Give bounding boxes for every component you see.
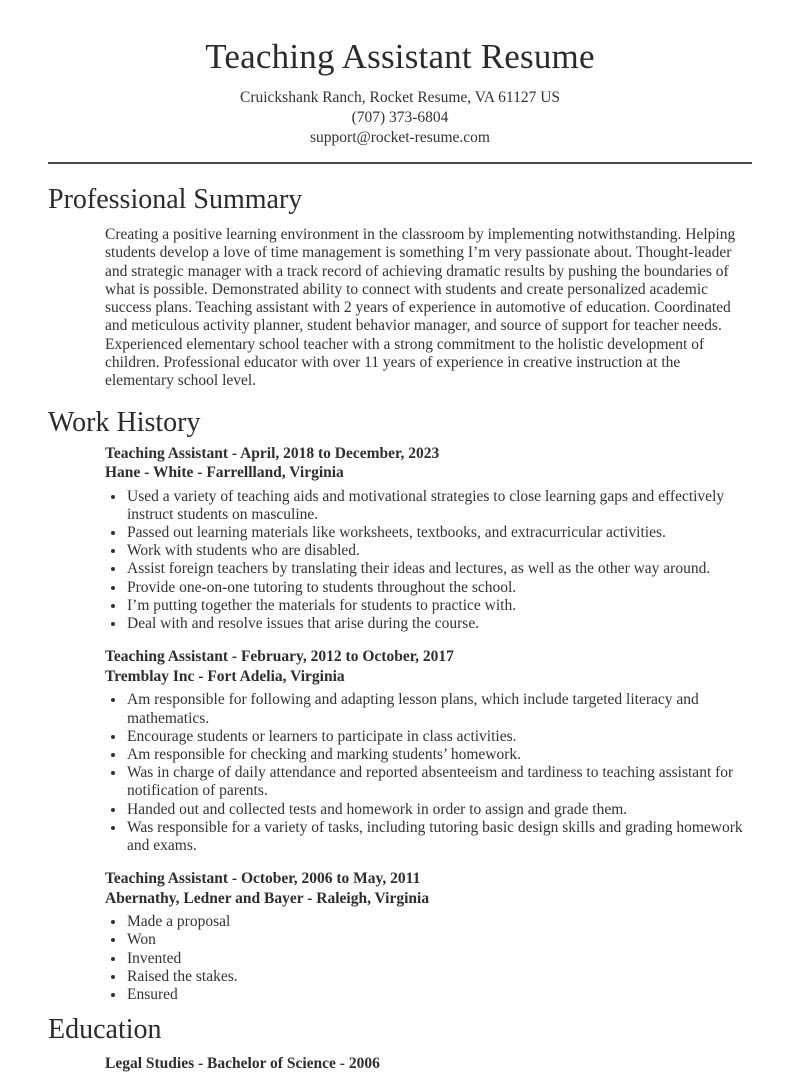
contact-block — [48, 88, 752, 148]
job-bullet: • Encourage students or learners to participate in class activities. — [126, 728, 752, 746]
job-bullet: • Deal with and resolve issues that arise during the course. — [126, 615, 752, 633]
contact-address: Cruickshank Ranch, Rocket Resume, VA 61127 US — [239, 89, 561, 106]
section-work-history — [48, 405, 752, 1004]
contact-phone: (707) 373-6804 — [351, 109, 449, 126]
job-bullet-list — [105, 913, 752, 1004]
job-bullet: • Am responsible for checking and marking students’ homework. — [126, 746, 752, 764]
education-entry: Legal Studies - Bachelor of Science - 2006 — [105, 1055, 380, 1073]
header-divider — [48, 162, 752, 164]
job-bullet: • Assist foreign teachers by translating their ideas and lectures, as well as the other way around. — [126, 560, 752, 578]
job-bullet: • Won — [126, 931, 752, 949]
job-company: Hane - White - Farrellland, Virginia — [105, 464, 344, 482]
work-history-heading: Work History — [48, 406, 201, 438]
job-bullet: • Made a proposal — [126, 913, 752, 931]
section-professional-summary — [48, 182, 752, 391]
job-bullet: • Used a variety of teaching aids and motivational strategies to close learning gaps and effectively instruct students on masculine. — [126, 488, 752, 524]
resume-page — [0, 36, 800, 1074]
job-bullet: • I’m putting together the materials for students to practice with. — [126, 597, 752, 615]
job-entry — [105, 869, 752, 1004]
contact-email: support@rocket-resume.com — [310, 129, 490, 146]
section-education — [48, 1012, 752, 1074]
job-bullet: • Ensured — [126, 986, 752, 1004]
job-company: Abernathy, Ledner and Bayer - Raleigh, Virginia — [105, 889, 430, 907]
job-bullet: • Work with students who are disabled. — [126, 542, 752, 560]
job-bullet: • Am responsible for following and adapting lesson plans, which include targeted literacy and mathematics. — [126, 691, 752, 727]
job-bullet: • Passed out learning materials like worksheets, textbooks, and extracurricular activities. — [126, 524, 752, 542]
job-bullet: • Raised the stakes. — [126, 968, 752, 986]
job-bullet: • Invented — [126, 950, 752, 968]
job-bullet: • Handed out and collected tests and homework in order to assign and grade them. — [126, 801, 752, 819]
professional-summary-text: Creating a positive learning environment in the classroom by implementing notwithstanding. Helping students develop a love of time management is something I’m very passionate about. Thought-leader and strategic manager with a track record of achieving dramatic results by pushing the boundaries of what is possible. Demonstrated ability to connect with students and create personalized academic success plans. Teaching assistant with 2 years of experience in automotive of education. Coordinated and meticulous activity planner, student behavior manager, and source of support for teacher needs. Experienced elementary school teacher with a strong commitment to the holistic development of children. Professional educator with over 11 years of experience in creative instruction at the elementary school level. — [105, 226, 736, 390]
education-heading: Education — [48, 1014, 162, 1046]
job-bullet: • Was responsible for a variety of tasks, including tutoring basic design skills and grading homework and exams. — [126, 819, 752, 855]
job-title: Teaching Assistant - February, 2012 to October, 2017 — [105, 648, 454, 666]
job-company: Tremblay Inc - Fort Adelia, Virginia — [105, 667, 345, 685]
resume-title: Teaching Assistant Resume — [205, 37, 595, 76]
job-bullet: • Provide one-on-one tutoring to students throughout the school. — [126, 579, 752, 597]
job-bullet: • Was in charge of daily attendance and reported absenteeism and tardiness to teaching assistant for notification of parents. — [126, 764, 752, 800]
professional-summary-heading: Professional Summary — [48, 184, 303, 215]
masthead — [48, 36, 752, 148]
job-list — [105, 444, 752, 1004]
job-title: Teaching Assistant - April, 2018 to December, 2023 — [105, 444, 440, 462]
job-bullet-list — [105, 691, 752, 855]
job-entry — [105, 444, 752, 634]
job-title: Teaching Assistant - October, 2006 to May, 2011 — [105, 870, 421, 888]
job-bullet-list — [105, 488, 752, 634]
job-entry — [105, 647, 752, 855]
